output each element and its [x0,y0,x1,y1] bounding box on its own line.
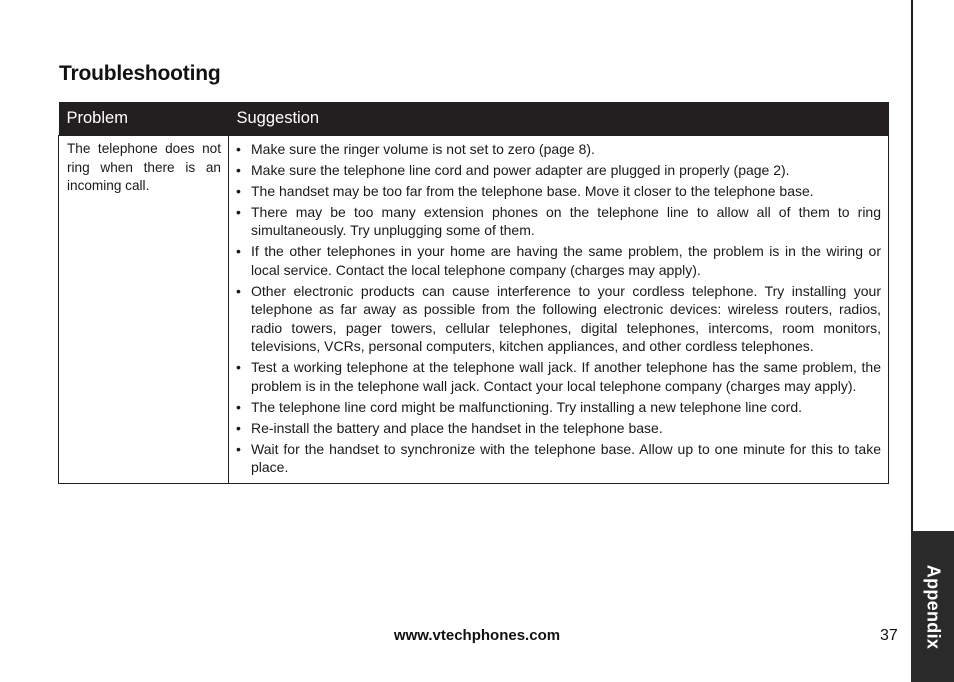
suggestion-text: Test a working telephone at the telephone wall jack. If another telephone has the same problem, the problem is in the telephone wall jack. Contact your local telephone company (charges may apply). [251,359,881,394]
bullet-icon: • [236,282,241,299]
problem-cell: The telephone does not ring when there is an incoming call. [59,136,229,484]
column-header-suggestion: Suggestion [229,102,889,136]
suggestion-text: Make sure the telephone line cord and power adapter are plugged in properly (page 2). [251,161,790,178]
bullet-icon: • [236,359,241,376]
footer-url: www.vtechphones.com [393,627,561,644]
troubleshooting-table [58,102,889,484]
bullet-icon: • [236,182,241,199]
side-tab-label: Appendix [923,564,943,649]
page-title: Troubleshooting [59,62,221,85]
suggestion-item [235,242,881,279]
suggestion-text: Other electronic products can cause interference to your cordless telephone. Try installing your telephone as far away as possible from the following electronic devices: wireless routers, radios, radio towers, pager towers, cellular telephones, digital telephones, intercoms, room monitors, televisions, VCRs, personal computers, kitchen appliances, and other cordless telephones. [251,282,881,355]
suggestion-text: If the other telephones in your home are having the same problem, the problem is in the wiring or local service. Contact the local telephone company (charges may apply). [251,243,881,278]
bullet-icon: • [236,398,241,415]
suggestion-item [235,440,881,477]
suggestion-item [235,398,881,417]
column-header-problem: Problem [59,102,229,136]
bullet-icon: • [236,161,241,178]
bullet-icon: • [236,440,241,457]
suggestion-item [235,203,881,240]
bullet-icon: • [236,141,241,157]
suggestion-text: Re-install the battery and place the handset in the telephone base. [251,419,663,436]
side-tab-appendix [911,531,954,682]
bullet-icon: • [236,243,241,260]
table-header-row [59,102,889,136]
suggestion-text: Wait for the handset to synchronize with the telephone base. Allow up to one minute for this to take place. [251,440,881,476]
suggestion-item [235,140,881,159]
suggestion-item [235,161,881,180]
side-divider [911,0,913,532]
bullet-icon: • [236,419,241,436]
suggestion-cell [229,136,889,484]
suggestion-item [235,182,881,201]
suggestion-item [235,358,881,395]
suggestion-item [235,282,881,356]
page-number: 37 [880,627,898,644]
suggestion-text: The handset may be too far from the telephone base. Move it closer to the telephone base. [251,182,814,199]
table-row [59,136,889,484]
suggestion-item [235,419,881,438]
suggestion-text: There may be too many extension phones on the telephone line to allow all of them to ring simultaneously. Try unplugging some of them. [251,203,881,239]
suggestion-text: Make sure the ringer volume is not set to zero (page 8). [251,141,595,157]
suggestion-list [235,140,881,477]
bullet-icon: • [236,203,241,220]
suggestion-text: The telephone line cord might be malfunctioning. Try installing a new telephone line cord. [251,398,802,415]
